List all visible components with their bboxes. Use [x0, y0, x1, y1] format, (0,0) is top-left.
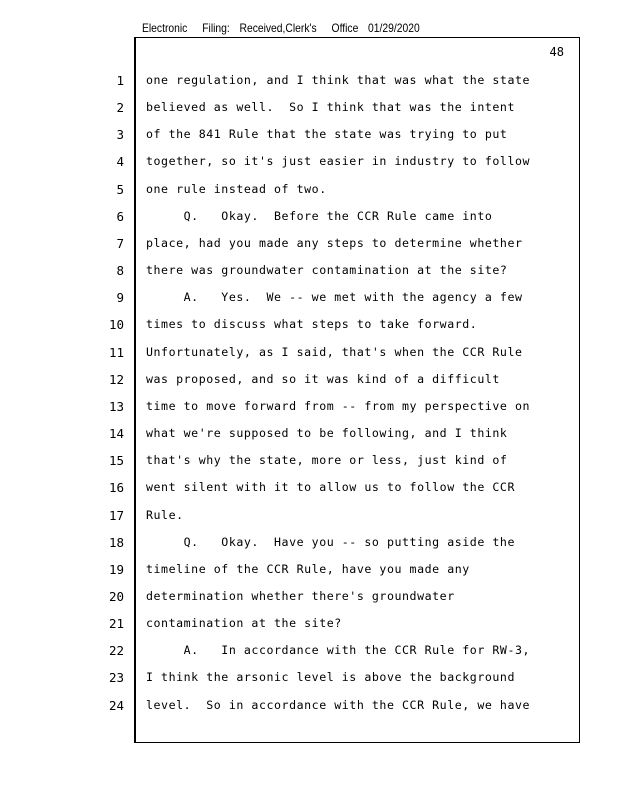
line-number: 14 — [108, 426, 124, 442]
transcript-line: that's why the state, more or less, just kind of — [146, 453, 508, 468]
transcript-line: what we're supposed to be following, and I think — [146, 426, 508, 441]
filing-stamp-date: 01/29/2020 — [368, 21, 420, 35]
line-number: 19 — [108, 561, 124, 577]
filing-stamp-header — [142, 21, 432, 37]
filing-stamp-received: Received,Clerk's — [239, 21, 317, 35]
line-number: 2 — [116, 100, 124, 116]
line-number: 24 — [108, 697, 124, 713]
line-number: 10 — [108, 317, 124, 333]
line-number: 5 — [116, 181, 124, 197]
transcript-text — [146, 67, 576, 719]
line-number: 22 — [108, 643, 124, 659]
transcript-line: Q. Okay. Before the CCR Rule came into — [146, 208, 493, 223]
line-number: 8 — [116, 263, 124, 279]
line-number: 13 — [108, 398, 124, 414]
line-number: 18 — [108, 534, 124, 550]
line-number: 21 — [108, 616, 124, 632]
transcript-line: believed as well. So I think that was the intent — [146, 100, 515, 115]
line-number: 15 — [108, 453, 124, 469]
transcript-line: timeline of the CCR Rule, have you made any — [146, 561, 470, 576]
filing-stamp-electronic: Electronic — [142, 21, 188, 35]
transcript-line: A. Yes. We -- we met with the agency a few — [146, 290, 523, 305]
transcript-line: contamination at the site? — [146, 616, 342, 631]
transcript-line: there was groundwater contamination at the site? — [146, 263, 508, 278]
filing-stamp-office: Office — [331, 21, 359, 35]
transcript-line: Unfortunately, as I said, that's when the CCR Rule — [146, 344, 523, 359]
line-number: 3 — [116, 127, 124, 143]
transcript-line: of the 841 Rule that the state was trying to put — [146, 127, 508, 142]
transcript-line: together, so it's just easier in industry to follow — [146, 154, 531, 169]
transcript-line: went silent with it to allow us to follow the CCR — [146, 480, 515, 495]
transcript-line: Rule. — [146, 507, 184, 522]
transcript-line: determination whether there's groundwater — [146, 588, 455, 603]
line-number: 20 — [108, 588, 124, 604]
line-number: 4 — [116, 154, 124, 170]
line-number: 7 — [116, 235, 124, 251]
transcript-line: A. In accordance with the CCR Rule for RW-3, — [146, 643, 531, 658]
line-number: 16 — [108, 480, 124, 496]
transcript-line: I think the arsonic level is above the background — [146, 670, 515, 685]
transcript-line: time to move forward from -- from my perspective on — [146, 398, 531, 413]
filing-stamp-filing: Filing: — [202, 21, 230, 35]
line-number-column — [100, 67, 124, 719]
page-number: 48 — [549, 45, 564, 59]
transcript-line: Q. Okay. Have you -- so putting aside the — [146, 534, 515, 549]
line-number: 23 — [108, 670, 124, 686]
line-number: 1 — [116, 73, 124, 88]
line-number: 9 — [116, 290, 124, 306]
line-number: 12 — [108, 371, 124, 387]
line-number: 17 — [108, 507, 124, 523]
transcript-line: one regulation, and I think that was what the state — [146, 73, 531, 87]
transcript-line: times to discuss what steps to take forward. — [146, 317, 478, 332]
line-number: 6 — [116, 208, 124, 224]
transcript-line: place, had you made any steps to determine whether — [146, 235, 523, 250]
transcript-line: was proposed, and so it was kind of a difficult — [146, 371, 500, 386]
transcript-line: level. So in accordance with the CCR Rule, we have — [146, 697, 531, 712]
line-number: 11 — [108, 344, 124, 360]
transcript-line: one rule instead of two. — [146, 181, 327, 196]
